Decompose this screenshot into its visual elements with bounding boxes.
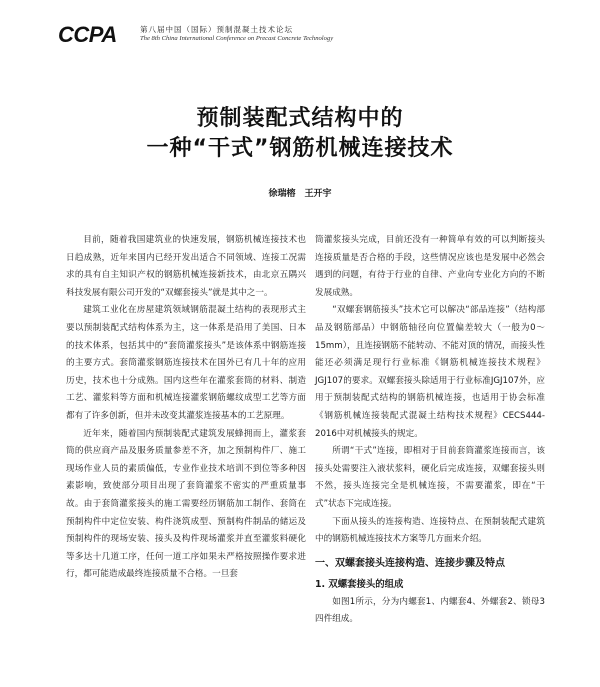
article-authors: 徐瑞榕 王开宇	[268, 189, 332, 199]
conference-name-cn: 第八届中国（国际）预制混凝土技术论坛	[140, 25, 293, 34]
subsection-heading: 1. 双螺套接头的组成	[315, 579, 404, 591]
article-title-line1: 预制装配式结构中的	[196, 106, 404, 131]
paragraph: 所谓“干式”连接，即相对于目前套筒灌浆连接而言，该接头处需要注入液状浆料，硬化后完成连接，双螺套接头则不然，接头连接完全是机械连接，不需要灌浆，即在“干式”状态下完成连接。	[315, 446, 545, 509]
section-heading: 一、双螺套接头连接构造、连接步骤及特点	[315, 557, 505, 569]
right-column	[315, 232, 545, 629]
paragraph: 下面从接头的连接构造、连接特点、在预制装配式建筑中的钢筋机械连接技术方案等几方面来介绍。	[315, 516, 545, 545]
ccpa-logo: CCPA	[58, 22, 117, 47]
conference-name-en: The 8th China International Conference on Precast Concrete Technology	[140, 35, 334, 42]
article-title-line2: 一种“干式”钢筋机械连接技术	[146, 136, 454, 161]
paragraph: 近年来，随着国内预制装配式建筑发展蜂拥而上，灌浆套筒的供应商产品及服务质量参差不齐，加之预制构件厂、施工现场作业人员的素质偏低，专业作业技术培训不到位等多种因素影响，致使部分项目出现了套筒灌浆不密实的严重质量事故。由于套筒灌浆接头的施工需要经历钢筋加工制作、套筒在预制构件中定位安装、构件浇筑成型、预制构件制品的储运及预制构件的现场安装、接头及构件现场灌浆并直至灌浆料硬化等多达十几道工序，任何一道工序如果未严格按照操作要求进行，都可能造成最终连接质量不合格。一旦套	[66, 428, 306, 580]
paragraph: 目前，随着我国建筑业的快速发展，钢筋机械连接技术也日趋成熟，近年来国内已经开发出适合不同领域、连接工况需求的具有自主知识产权的钢筋机械连接新技术，由北京五隅兴科技发展有限公司开发的“双螺套接头”就是其中之一。	[66, 235, 306, 298]
conference-header	[58, 22, 558, 48]
left-column	[66, 232, 306, 584]
paragraph: 建筑工业化在房屋建筑领域钢筋混凝土结构的表现形式主要以预制装配式结构体系为主，这一体系是沿用了美国、日本的技术体系，包括其中的“套筒灌浆接头”是该体系中钢筋连接的主要方式。套筒灌浆钢筋连接技术在国外已有几十年的应用历史，技术也十分成熟。国内这些年在灌浆套筒的材料、制造工艺、灌浆料等方面和机械连接灌浆钢筋螺纹成型工艺等方面都有了许多创新，但并未改变其灌浆连接基本的工艺原理。	[66, 305, 306, 421]
paragraph: 如图1所示，分为内螺套1、内螺套4、外螺套2、锁母3四件组成。	[315, 596, 545, 625]
paragraph: “双螺套钢筋接头”技术它可以解决“部品连接”（结构部品及钢筋部品）中钢筋轴径向位置偏差较大（一般为0～15mm），且连接钢筋不能转动、不能对顶的情况，而接头性能还必须满足现行行业标准《钢筋机械连接技术规程》JGJ107的要求。双螺套接头除适用于行业标准JGJ107外，应用于预制装配式结构的钢筋机械连接，也适用于协会标准《钢筋机械连接装配式混凝土结构技术规程》CECS444-2016中对机械接头的规定。	[315, 305, 545, 439]
paragraph: 筒灌浆接头完成，目前还没有一种简单有效的可以判断接头连接质量是否合格的手段，这些情况应该也是发展中必然会遇到的问题，有待于行业的自律、产业向专业化方向的不断发展成熟。	[315, 235, 545, 298]
